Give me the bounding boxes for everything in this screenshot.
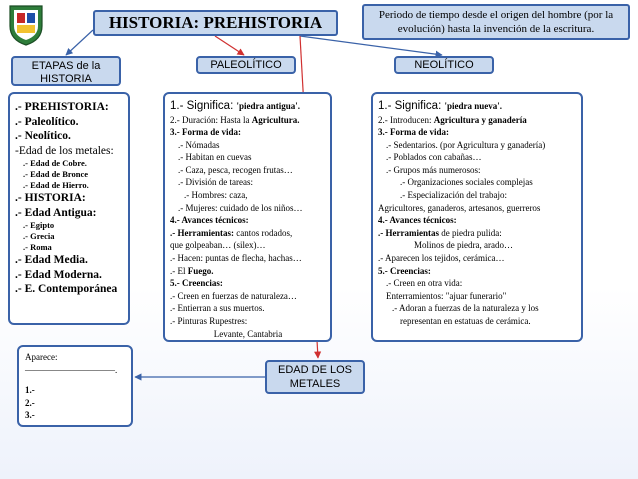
paleolitico-text: 1.- Significa:	[170, 100, 237, 112]
neolitico-text: Agricultura y ganadería	[433, 114, 527, 125]
paleolitico-text: .- Nómadas	[178, 139, 220, 150]
paleolitico-line	[170, 328, 326, 341]
paleolitico-line	[170, 99, 326, 114]
neolitico-text: 1.- Significa:	[378, 100, 445, 112]
paleolitico-text: .- Hacen: puntas de flecha, hachas…	[170, 253, 302, 264]
neolitico-text: .- Herramientas	[378, 227, 442, 238]
prehistoria-definition: Periodo de tiempo desde el origen del hombre (por la evolución) hasta la invención de la escritura.	[362, 4, 630, 40]
aparece-item: 3.-	[25, 410, 35, 421]
etapa-item: .- Edad de Bronce	[23, 169, 89, 179]
aparece-item: 1.-	[25, 385, 35, 396]
etapa-item: .- Neolítico.	[15, 130, 71, 142]
paleolitico-line	[170, 214, 326, 227]
neolitico-text: .- Adoran a fuerzas de la naturaleza y los	[392, 303, 539, 314]
neolitico-line	[378, 164, 577, 177]
neolitico-line	[378, 126, 577, 139]
paleolitico-text: 3.- Forma de vida:	[170, 127, 241, 138]
neolitico-text: .- Poblados con cabañas…	[386, 152, 482, 163]
paleolitico-line	[170, 239, 326, 252]
paleolitico-line	[170, 315, 326, 328]
neolitico-text: .- Grupos más numerosos:	[386, 164, 481, 175]
paleolitico-line	[170, 151, 326, 164]
paleolitico-line	[170, 277, 326, 290]
paleolitico-text: .- Creen en fuerzas de naturaleza…	[170, 290, 297, 301]
neolitico-line	[378, 277, 577, 290]
neolitico-text: representan en estatuas de cerámica.	[400, 316, 531, 326]
etapa-item: .- Paleolítico.	[15, 115, 79, 128]
neolitico-text: 2.- Introducen:	[378, 114, 434, 125]
neolitico-line	[378, 239, 577, 252]
neolitico-text: Agricultores, ganaderos, artesanos, guerreros	[378, 202, 541, 213]
etapas-header: ETAPAS de la HISTORIA	[11, 56, 121, 86]
paleolitico-line	[170, 202, 326, 215]
neolitico-line	[378, 227, 577, 240]
neolitico-text: 5.- Creencias:	[378, 265, 431, 276]
neolitico-text: Molinos de piedra, arado…	[414, 240, 513, 251]
paleolitico-text: .- Habitan en cuevas	[178, 152, 252, 163]
etapa-item: .- Edad de Cobre.	[23, 158, 87, 168]
neolitico-line	[378, 302, 577, 315]
paleolitico-line	[170, 126, 326, 139]
etapa-item: .- Edad Media.	[15, 254, 88, 266]
neolitico-line	[378, 315, 577, 328]
paleolitico-line	[170, 265, 326, 278]
paleolitico-line	[170, 227, 326, 240]
paleolitico-text: .- El	[170, 265, 188, 276]
neolitico-text: .- Sedentarios. (por Agricultura y ganadería)	[386, 139, 546, 150]
arrow-title-to-etapas	[66, 30, 93, 55]
paleolitico-text: .- Entierran a sus muertos.	[170, 303, 265, 314]
paleolitico-line	[170, 252, 326, 265]
paleolitico-header: PALEOLÍTICO	[196, 56, 296, 74]
paleolitico-text: Agricultura.	[251, 114, 300, 125]
paleolitico-text: .- Caza, pesca, recogen frutas…	[178, 164, 293, 175]
paleolitico-line	[170, 176, 326, 189]
neolitico-text: 3.- Forma de vida:	[378, 127, 449, 138]
neolitico-line	[378, 252, 577, 265]
paleolitico-text: cantos rodados,	[236, 227, 293, 238]
neolitico-line	[378, 265, 577, 278]
paleolitico-text: que golpeaban… (silex)…	[170, 240, 266, 251]
etapas-panel	[8, 92, 130, 325]
neolitico-line	[378, 189, 577, 202]
etapa-item: .- Roma	[23, 242, 52, 252]
neolitico-line	[378, 139, 577, 152]
etapa-item: .- PREHISTORIA:	[15, 101, 109, 113]
paleolitico-text: Fuego.	[187, 265, 214, 276]
paleolitico-text: Levante, Cantabria	[213, 328, 283, 339]
aparece-panel	[17, 345, 133, 427]
metales-header: EDAD DE LOS METALES	[265, 360, 365, 394]
neolitico-text: .- Organizaciones sociales complejas	[400, 177, 533, 188]
main-title: HISTORIA: PREHISTORIA	[93, 10, 338, 36]
paleolitico-line	[170, 164, 326, 177]
neolitico-panel	[371, 92, 583, 342]
neolitico-text: de piedra pulida:	[441, 227, 502, 238]
arrow-to-paleolitico	[215, 36, 244, 55]
neolitico-line	[378, 114, 577, 127]
aparece-blank: ——————————.	[25, 364, 118, 375]
paleolitico-text: .- Herramientas:	[170, 227, 237, 238]
paleolitico-line	[170, 114, 326, 127]
paleolitico-text: 5.- Creencias:	[170, 278, 223, 289]
etapa-item: .- Egipto	[23, 220, 55, 230]
paleolitico-line	[170, 302, 326, 315]
paleolitico-text: .- Mujeres: cuidado de los niños…	[178, 202, 303, 213]
paleolitico-line	[170, 139, 326, 152]
etapa-item: .- HISTORIA:	[15, 192, 86, 204]
aparece-item: 2.-	[25, 397, 35, 408]
paleolitico-text: 4.- Avances técnicos:	[170, 215, 249, 226]
paleolitico-line	[170, 189, 326, 202]
paleolitico-line	[170, 290, 326, 303]
neolitico-text: .- Aparecen los tejidos, cerámica…	[378, 253, 505, 264]
paleolitico-panel	[163, 92, 332, 342]
neolitico-header: NEOLÍTICO	[394, 56, 494, 74]
neolitico-line	[378, 202, 577, 215]
neolitico-line	[378, 290, 577, 303]
paleolitico-text: 2.- Duración: Hasta la	[170, 114, 252, 125]
neolitico-text: 4.- Avances técnicos:	[378, 215, 457, 226]
neolitico-line	[378, 151, 577, 164]
etapa-item: .- Grecia	[23, 231, 55, 241]
paleolitico-text: 'piedra antigua'.	[236, 101, 300, 111]
neolitico-text: .- Especialización del trabajo:	[400, 190, 507, 201]
etapa-item: .- Edad de Hierro.	[23, 180, 89, 190]
paleolitico-text: .- Pinturas Rupestres:	[170, 316, 248, 326]
neolitico-line	[378, 176, 577, 189]
paleolitico-text: .- División de tareas:	[178, 177, 253, 188]
etapa-item: .- Edad Moderna.	[15, 268, 102, 281]
neolitico-line	[378, 99, 577, 114]
etapa-item: .- Edad Antigua:	[15, 206, 97, 219]
etapa-item: -Edad de los metales:	[15, 144, 114, 157]
neolitico-text: Enterramientos: "ajuar funerario"	[386, 290, 507, 301]
etapa-item: .- E. Contemporánea	[15, 283, 118, 295]
paleolitico-text: .- Hombres: caza,	[184, 190, 248, 201]
aparece-label: Aparece:	[25, 352, 58, 362]
neolitico-line	[378, 214, 577, 227]
neolitico-text: 'piedra nueva'.	[444, 101, 502, 111]
school-logo	[8, 4, 44, 46]
neolitico-text: .- Creen en otra vida:	[386, 278, 463, 289]
